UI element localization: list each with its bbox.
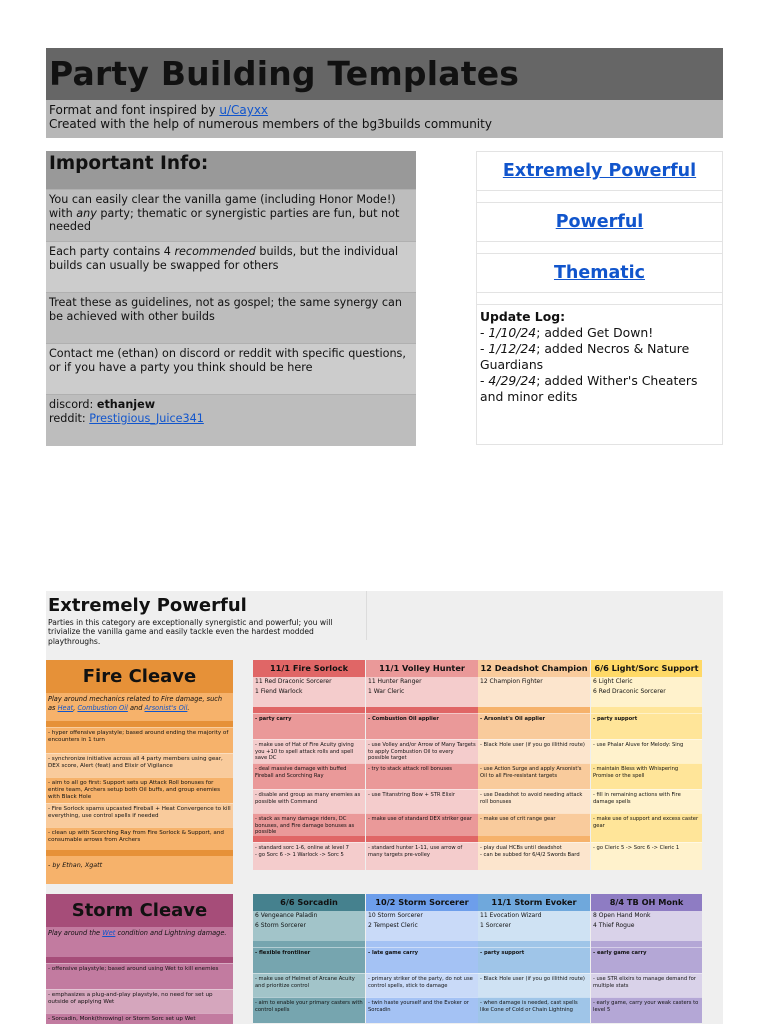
important-info-panel: [46, 151, 416, 446]
powerful-link[interactable]: Powerful: [555, 212, 644, 232]
page-title: Party Building Templates: [49, 54, 520, 93]
build-class-line: 10 Storm Sorcerer: [366, 911, 478, 921]
info-text: Treat these as guidelines, not as gospel; the same synergy can be achieved with other builds: [49, 296, 402, 323]
build-tip: - make use of crit range gear: [478, 813, 590, 836]
update-bullet: -: [480, 341, 489, 356]
update-entry: [480, 325, 719, 341]
info-text: builds, but the individual builds can usually be swapped for others: [49, 245, 399, 272]
combustion-oil-link[interactable]: Combustion Oil: [77, 703, 128, 712]
blank-row: [253, 697, 365, 707]
build-class-line: 11 Evocation Wizard: [478, 911, 590, 921]
subtitle-text: Format and font inspired by: [49, 103, 220, 117]
update-bullet: -: [480, 325, 489, 340]
info-text: Each party contains 4: [49, 245, 175, 258]
build-role: [591, 713, 702, 739]
blank-row: [591, 931, 702, 941]
build-tip: - when damage is needed, cast spells like Cone of Cold or Chain Lightning: [478, 997, 590, 1023]
info-row-vanilla: [46, 189, 416, 241]
party-fire-cleave: [46, 660, 723, 869]
build-name: 8/4 TB OH Monk: [591, 894, 702, 911]
build-tip: - fill in remaining actions with Fire damage spells: [591, 789, 702, 813]
build-tip: - aim to enable your primary casters with control spells: [253, 997, 365, 1023]
party-name: Storm Cleave: [46, 894, 233, 927]
build-class-line: 6 Vengeance Paladin: [253, 911, 365, 921]
build-role: [478, 713, 590, 739]
update-date: 1/12/24: [488, 341, 537, 356]
build-tip: - try to stack attack roll bonuses: [366, 763, 478, 789]
build-role: [591, 947, 702, 973]
build-role-text: - Combustion Oil applier: [368, 716, 439, 722]
strategy-note: - Sorcadin, Monk(throwing) or Storm Sorc set up Wet: [46, 1013, 233, 1024]
nav-cell-powerful: [477, 203, 722, 242]
build-tip: - early game, carry your weak casters to level 5: [591, 997, 702, 1023]
build-fire-sorlock: [253, 660, 365, 870]
blank-row: [478, 931, 590, 941]
extremely-powerful-section: [46, 591, 723, 1024]
build-name: 12 Deadshot Champion: [478, 660, 590, 677]
build-tip: - make use of Hat of Fire Acuity giving you +10 to spell attack rolls and spell save DC: [253, 739, 365, 763]
strategy-note: - emphasizes a plug-and-play playstyle, no need for set up outside of applying Wet: [46, 989, 233, 1013]
update-date: 1/10/24: [488, 325, 537, 340]
info-row-contact: [46, 343, 416, 394]
build-role-text: - late game carry: [368, 950, 419, 956]
desc-text: and: [127, 703, 145, 712]
build-tip: - primary striker of the party, do not use control spells, stick to damage: [366, 973, 478, 997]
build-tip: - deal massive damage with buffed Fireball and Scorching Ray: [253, 763, 365, 789]
build-role: [478, 947, 590, 973]
cayxx-link[interactable]: u/Cayxx: [219, 103, 269, 117]
build-tip: - use Deadshot to avoid needing attack roll bonuses: [478, 789, 590, 813]
build-class-line: 1 War Cleric: [366, 687, 478, 697]
desc-text: condition and Lightning damage.: [115, 929, 227, 937]
arsonists-oil-link[interactable]: Arsonist's Oil: [144, 703, 188, 712]
info-emphasis: any: [76, 206, 97, 220]
build-role-text: - early game carry: [593, 950, 647, 956]
party-summary: [46, 894, 233, 1024]
build-name: 10/2 Storm Sorcerer: [366, 894, 478, 911]
build-role-text: - party support: [480, 950, 525, 956]
wet-link[interactable]: Wet: [102, 929, 116, 937]
section-header: [46, 591, 366, 646]
build-tip: - Black Hole user (if you go illithid route): [478, 973, 590, 997]
info-text: You can easily clear the vanilla game (including Honor Mode!) with: [49, 193, 396, 220]
build-class-line: 4 Thief Rogue: [591, 921, 702, 931]
build-class-line: 6 Red Draconic Sorcerer: [591, 687, 702, 697]
blank-row: [478, 697, 590, 707]
build-deadshot-champion: [478, 660, 590, 870]
update-text: ; added Get Down!: [536, 325, 654, 340]
build-name: 6/6 Light/Sorc Support: [591, 660, 702, 677]
build-class-line: 2 Tempest Cleric: [366, 921, 478, 931]
build-class-line: 12 Champion Fighter: [478, 677, 590, 687]
build-name: 6/6 Sorcadin: [253, 894, 365, 911]
build-class-line: 11 Hunter Ranger: [366, 677, 478, 687]
build-class-line: 11 Red Draconic Sorcerer: [253, 677, 365, 687]
build-tip: - maintain Bless with Whispering Promise or the spell: [591, 763, 702, 789]
update-entry: [480, 341, 719, 373]
build-class-line: [478, 687, 590, 697]
info-row-socials: [46, 394, 416, 446]
reddit-link[interactable]: Prestigious_Juice341: [89, 411, 204, 425]
build-tip: - twin haste yourself and the Evoker or Sorcadin: [366, 997, 478, 1023]
build-sorcadin: [253, 894, 365, 1023]
nav-cell-thematic: [477, 254, 722, 293]
update-bullet: -: [480, 373, 489, 388]
build-name: 11/1 Volley Hunter: [366, 660, 478, 677]
desc-text: Play around the: [48, 929, 103, 937]
info-text: party; thematic or synergistic parties are fun, but not needed: [49, 206, 400, 234]
update-text: ; added Necros & Nature Guardians: [480, 341, 690, 372]
build-class-line: 6 Light Cleric: [591, 677, 702, 687]
nav-gap: [477, 242, 722, 254]
info-text: Contact me (ethan) on discord or reddit with specific questions, or if you have a party you think should be here: [49, 347, 406, 374]
build-leveling: - go Cleric 5 -> Sorc 6 -> Cleric 1: [591, 842, 702, 870]
build-role: [253, 713, 365, 739]
build-tip: - disable and group as many enemies as possible with Command: [253, 789, 365, 813]
build-storm-evoker: [478, 894, 590, 1023]
build-class-line: 6 Storm Sorcerer: [253, 921, 365, 931]
party-description: [46, 927, 233, 957]
build-volley-hunter: [366, 660, 478, 870]
party-credit: - by Ethan, Xgatt: [46, 856, 233, 884]
category-nav: [476, 151, 723, 445]
build-role: [366, 713, 478, 739]
info-emphasis: recommended: [174, 245, 256, 258]
build-tip: - use Titanstring Bow + STR Elixir: [366, 789, 478, 813]
build-tb-oh-monk: [591, 894, 702, 1023]
desc-text: ,: [73, 703, 78, 712]
build-leveling: - standard hunter 1-11, use arrow of many targets pre-volley: [366, 842, 478, 870]
build-tip: - use Phalar Aluve for Melody: Sing: [591, 739, 702, 763]
build-tip: - use STR elixirs to manage demand for multiple stats: [591, 973, 702, 997]
subtitle-bar: [46, 100, 723, 138]
update-log: [477, 305, 722, 409]
desc-text: Play around mechanics related to Fire damage, such as: [48, 695, 223, 712]
party-name: Fire Cleave: [46, 660, 233, 693]
build-tip: - make use of support and excess caster gear: [591, 813, 702, 836]
section-description: Parties in this category are exceptionally synergistic and powerful; you will trivialize the vanilla game and easily tackle even the hardest modded playthroughs.: [48, 618, 333, 646]
strategy-note: - synchronize initiative across all 4 party members using gear, DEX score, Alert (feat) and Elixir of Vigilance: [46, 753, 233, 777]
section-header-blank: [366, 591, 723, 640]
strategy-note: - offensive playstyle; based around using Wet to kill enemies: [46, 963, 233, 989]
blank-row: [253, 931, 365, 941]
desc-text: .: [187, 703, 190, 712]
build-role-text: - party support: [593, 716, 638, 722]
section-title: Extremely Powerful: [48, 595, 247, 616]
subtitle-credit: Created with the help of numerous members of the bg3builds community: [49, 117, 492, 131]
reddit-label: reddit:: [49, 411, 90, 425]
update-date: 4/29/24: [488, 373, 537, 388]
build-name: 11/1 Storm Evoker: [478, 894, 590, 911]
build-role-text: - party carry: [255, 716, 292, 722]
nav-cell-extremely-powerful: [477, 152, 722, 191]
party-description: [46, 693, 233, 721]
update-log-heading: Update Log:: [480, 309, 566, 324]
blank-row: [591, 697, 702, 707]
build-role-text: - Arsonist's Oil applier: [480, 716, 546, 722]
discord-label: discord:: [49, 398, 97, 411]
build-light-sorc-support: [591, 660, 702, 870]
build-tip: - make use of Helmet of Arcane Acuity and prioritize control: [253, 973, 365, 997]
strategy-note: - aim to all go first: Support sets up Attack Roll bonuses for entire team, Archers setup both Oil buffs, and group enemies with Black Hole: [46, 777, 233, 803]
build-leveling: - standard sorc 1-6, online at level 7 - go Sorc 6 -> 1 Warlock -> Sorc 5: [253, 842, 365, 870]
extremely-powerful-link[interactable]: Extremely Powerful: [502, 161, 697, 181]
strategy-note: - hyper offensive playstyle; based around ending the majority of encounters in 1 turn: [46, 727, 233, 753]
build-name: 11/1 Fire Sorlock: [253, 660, 365, 677]
build-storm-sorcerer: [366, 894, 478, 1023]
build-role-text: - flexible frontliner: [255, 950, 311, 956]
nav-gap: [477, 293, 722, 305]
build-tip: - stack as many damage riders, DC bonuses, and Fire damage bonuses as possible: [253, 813, 365, 836]
nav-gap: [477, 191, 722, 203]
build-role: [253, 947, 365, 973]
build-class-line: 1 Fiend Warlock: [253, 687, 365, 697]
build-tip: - make use of standard DEX striker gear: [366, 813, 478, 836]
discord-handle: ethanjew: [96, 398, 156, 411]
build-tip: - Black Hole user (if you go illithid route): [478, 739, 590, 763]
blank-row: [366, 931, 478, 941]
info-row-guidelines: [46, 292, 416, 343]
party-storm-cleave: [46, 894, 723, 1024]
build-tip: - use Volley and/or Arrow of Many Targets to apply Combustion Oil to every possible target: [366, 739, 478, 763]
heat-link[interactable]: Heat: [57, 703, 74, 712]
title-bar: [46, 48, 723, 100]
build-role: [366, 947, 478, 973]
thematic-link[interactable]: Thematic: [553, 263, 646, 283]
build-class-line: 8 Open Hand Monk: [591, 911, 702, 921]
strategy-note: - Fire Sorlock spams upcasted Fireball + Heat Convergence to kill everything, use control spells if needed: [46, 803, 233, 827]
strategy-note: - clean up with Scorching Ray from Fire Sorlock & Support, and consumable arrows from Archers: [46, 827, 233, 850]
update-entry: [480, 373, 719, 405]
build-leveling: - play dual HCBs until deadshot - can be subbed for 6/4/2 Swords Bard: [478, 842, 590, 870]
blank-row: [366, 697, 478, 707]
info-row-builds: [46, 241, 416, 292]
update-text: ; added Wither's Cheaters and minor edits: [480, 373, 698, 404]
build-tip: - use Action Surge and apply Arsonist's Oil to all Fire-resistant targets: [478, 763, 590, 789]
important-info-heading: Important Info:: [46, 151, 416, 189]
party-summary: [46, 660, 233, 884]
build-class-line: 1 Sorcerer: [478, 921, 590, 931]
header-block: [46, 48, 723, 138]
